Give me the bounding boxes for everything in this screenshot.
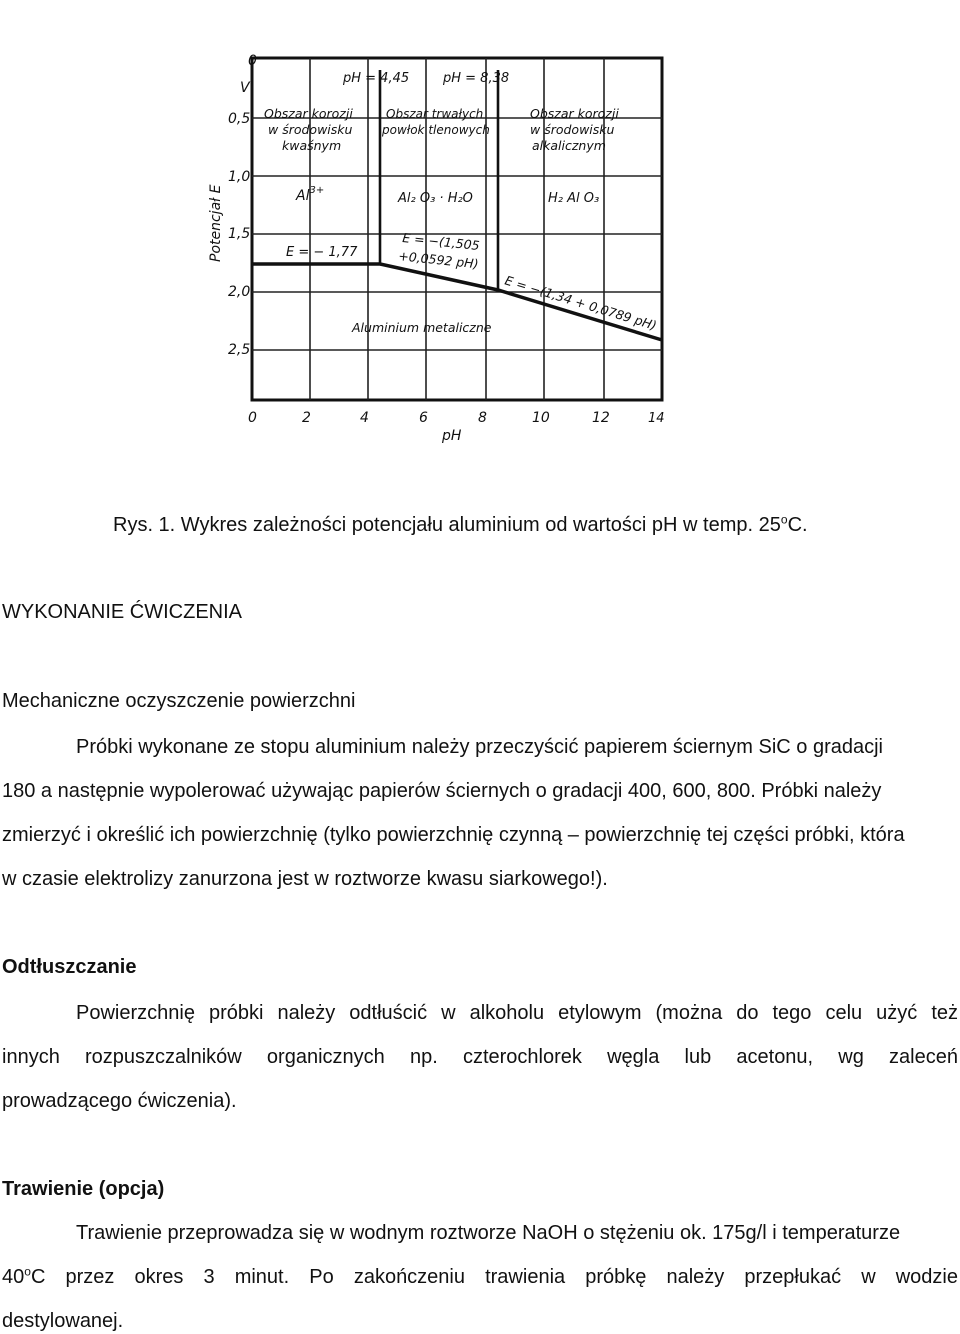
equation-3: E = −(1,34 + 0,0789 pH) xyxy=(503,272,659,334)
caption-degree: o xyxy=(780,512,788,527)
figure-caption xyxy=(113,514,808,537)
x-axis-label: pH xyxy=(442,428,462,444)
y-tick-1-0: 1,0 xyxy=(228,169,251,185)
metal-region-label: Aluminium metaliczne xyxy=(352,320,492,335)
s3-line-2 xyxy=(2,1266,958,1289)
region-alkaline-line3: alkalicznym xyxy=(532,138,606,153)
s3-line-1: Trawienie przeprowadza się w wodnym roztworze NaOH o stężeniu ok. 175g/l i temperaturze xyxy=(76,1222,901,1244)
species-aluminate: H₂ Al O₃ xyxy=(548,191,600,206)
ph-marker-1: pH = 4,45 xyxy=(343,71,410,86)
region-oxide-line2: powłok tlenowych xyxy=(382,123,490,137)
s3-line-2-text: C przez okres 3 minut. Po zakończeniu trawienia próbkę należy przepłukać w wodzie xyxy=(30,1266,958,1288)
s1-line-1: Próbki wykonane ze stopu aluminium należy przeczyścić papierem ściernym SiC o gradacji xyxy=(76,736,884,758)
region-acidic-line3: kwaśnym xyxy=(282,138,342,153)
equation-2-line1: E = −(1,505 xyxy=(401,230,481,254)
y-tick-0: 0 xyxy=(248,53,257,69)
species-al-ion: $Al^{3+}$ xyxy=(296,185,325,204)
heading-etching: Trawienie (opcja) xyxy=(2,1178,165,1200)
x-tick-6: 6 xyxy=(419,410,428,426)
caption-tail: C. xyxy=(787,514,808,536)
s2-line-1: Powierzchnię próbki należy odtłuścić w alkoholu etylowym (można do tego celu użyć też xyxy=(76,1002,958,1024)
x-tick-4: 4 xyxy=(360,410,369,426)
heading-mechanical-cleaning: Mechaniczne oczyszczenie powierzchni xyxy=(2,690,356,712)
x-tick-8: 8 xyxy=(478,410,487,426)
x-tick-12: 12 xyxy=(592,410,610,426)
s2-line-2: innych rozpuszczalników organicznych np. czterochlorek węgla lub acetonu, wg zaleceń xyxy=(2,1046,958,1068)
region-alkaline-line2: w środowisku xyxy=(530,122,615,137)
x-tick-0: 0 xyxy=(248,410,257,426)
potential-ph-diagram xyxy=(160,0,800,500)
section-title: WYKONANIE ĆWICZENIA xyxy=(2,601,243,623)
heading-degreasing: Odtłuszczanie xyxy=(2,956,137,978)
region-acidic-line2: w środowisku xyxy=(268,122,353,137)
s3-temp-value: 40 xyxy=(2,1266,25,1288)
s3-line-3: destylowanej. xyxy=(2,1310,124,1332)
region-alkaline xyxy=(530,106,619,153)
x-tick-2: 2 xyxy=(302,410,311,426)
y-tick-1-5: 1,5 xyxy=(228,226,251,242)
s3-degree: o xyxy=(24,1264,31,1279)
y-tick-2-5: 2,5 xyxy=(228,342,251,358)
s1-line-3: zmierzyć i określić ich powierzchnię (tylko powierzchnię czynną – powierzchnię tej części próbki, która xyxy=(2,824,905,846)
ph-marker-2: pH = 8,38 xyxy=(443,71,510,86)
region-oxide-line1: Obszar trwałych xyxy=(386,107,484,121)
s1-line-4: w czasie elektrolizy zanurzona jest w roztworze kwasu siarkowego!). xyxy=(2,868,608,890)
diagram-svg xyxy=(160,0,800,500)
region-alkaline-line1: Obszar korozji xyxy=(530,106,619,121)
y-tick-0-5: 0,5 xyxy=(228,111,251,127)
region-acidic xyxy=(264,106,353,153)
region-oxide xyxy=(381,107,490,137)
y-axis-label: Potencjał E xyxy=(208,184,224,262)
x-tick-10: 10 xyxy=(532,410,550,426)
y-tick-2-0: 2,0 xyxy=(228,284,251,300)
unit-label: V xyxy=(240,80,250,96)
caption-text: Rys. 1. Wykres zależności potencjału aluminium od wartości pH w temp. 25 xyxy=(113,514,781,536)
region-acidic-line1: Obszar korozji xyxy=(264,106,353,121)
s1-line-2: 180 a następnie wypolerować używając papierów ściernych o gradacji 400, 600, 800. Próbki należy xyxy=(2,780,882,802)
species-oxide: Al₂ O₃ · H₂O xyxy=(398,191,473,206)
x-tick-14: 14 xyxy=(648,411,665,426)
equation-1: E = − 1,77 xyxy=(286,245,358,260)
equation-2-line2: +0,0592 pH) xyxy=(397,248,480,272)
s2-line-3: prowadzącego ćwiczenia). xyxy=(2,1090,237,1112)
